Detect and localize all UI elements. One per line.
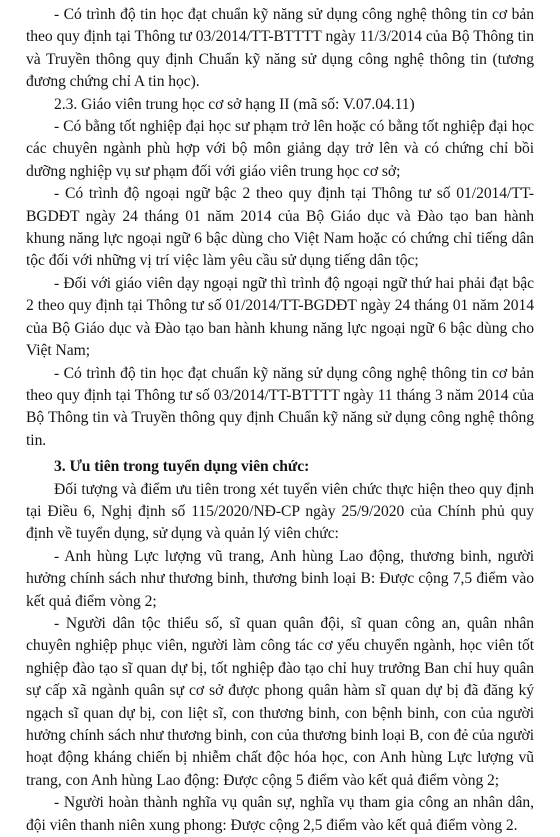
paragraph-priority-5-points: - Người dân tộc thiểu số, sĩ quan quân đội, sĩ quan công an, quân nhân chuyên nghiệp phục viên, người làm công tác cơ yếu chuyển ngành, học viên tốt nghiệp đào tạo sĩ quan dự bị, tốt nghiệp đào tạo chỉ huy trưởng Ban chỉ huy quân sự cấp xã ngành quân sự cơ sở được phong quân hàm sĩ quan dự bị đã đăng ký ngạch sĩ quan dự bị, con liệt sĩ, con thương binh, con bệnh binh, con của người hưởng chính sách như thương binh, con của thương binh loại B, con đẻ của người hoạt động kháng chiến bị nhiễm chất độc hóa học, con Anh hùng Lực lượng vũ trang, con Anh hùng Lao động: Được cộng 5 điểm vào kết quả điểm vòng 2; (26, 614, 534, 789)
paragraph-priority-7-5-points: - Anh hùng Lực lượng vũ trang, Anh hùng Lao động, thương binh, người hưởng chính sách như thương binh, thương binh loại B: Được cộng 7,5 điểm vào kết quả điểm vòng 2; (26, 547, 534, 610)
paragraph-degree-requirement: - Có bằng tốt nghiệp đại học sư phạm trở lên hoặc có bằng tốt nghiệp đại học các chuyên ngành phù hợp với bộ môn giảng dạy trở lên và có chứng chỉ bồi dưỡng nghiệp vụ sư phạm đối với giáo viên trung học cơ sở; (26, 118, 534, 180)
paragraph-priority-intro: Đối tượng và điểm ưu tiên trong xét tuyển viên chức thực hiện theo quy định tại Điều 6, Nghị định số 115/2020/NĐ-CP ngày 25/9/2020 của Chính phủ quy định về tuyển dụng, sử dụng và quản lý viên chức: (26, 480, 534, 543)
section-heading-2-3: 2.3. Giáo viên trung học cơ sở hạng II (mã số: V.07.04.11) (54, 95, 415, 113)
paragraph-it-requirement-2: - Có trình độ tin học đạt chuẩn kỹ năng sử dụng công nghệ thông tin cơ bản theo quy định tại Thông tư số 03/2014/TT-BTTTT ngày 11 tháng 3 năm 2014 của Bộ Thông tin và Truyền thông quy định Chuẩn kỹ năng sử dụng công nghệ thông tin. (26, 364, 534, 449)
paragraph-priority-2-5-points: - Người hoàn thành nghĩa vụ quân sự, nghĩa vụ tham gia công an nhân dân, đội viên thanh niên xung phong: Được cộng 2,5 điểm vào kết quả điểm vòng 2. (26, 794, 534, 834)
paragraph-it-requirement-1: - Có trình độ tin học đạt chuẩn kỹ năng sử dụng công nghệ thông tin cơ bản theo quy định tại Thông tư 03/2014/TT-BTTTT ngày 11/3/2014 của Bộ Thông tin và Truyền thông quy định Chuẩn kỹ năng sử dụng công nghệ thông tin (tương đương chứng chỉ A tin học). (26, 6, 534, 91)
paragraph-language-requirement: - Có trình độ ngoại ngữ bậc 2 theo quy định tại Thông tư số 01/2014/TT-BGDĐT ngày 24 tháng 01 năm 2014 của Bộ Giáo dục và Đào tạo ban hành khung năng lực ngoại ngữ 6 bậc dùng cho Việt Nam hoặc có chứng chỉ tiếng dân tộc đối với những vị trí việc làm yêu cầu sử dụng tiếng dân tộc; (26, 185, 534, 270)
section-heading-3: 3. Ưu tiên trong tuyển dụng viên chức: (54, 458, 310, 476)
paragraph-second-language-requirement: - Đối với giáo viên dạy ngoại ngữ thì trình độ ngoại ngữ thứ hai phải đạt bậc 2 theo quy định tại Thông tư số 01/2014/TT-BGDĐT ngày 24 tháng 01 năm 2014 của Bộ Giáo dục và Đào tạo ban hành khung năng lực ngoại ngữ 6 bậc dùng cho Việt Nam; (26, 274, 534, 360)
